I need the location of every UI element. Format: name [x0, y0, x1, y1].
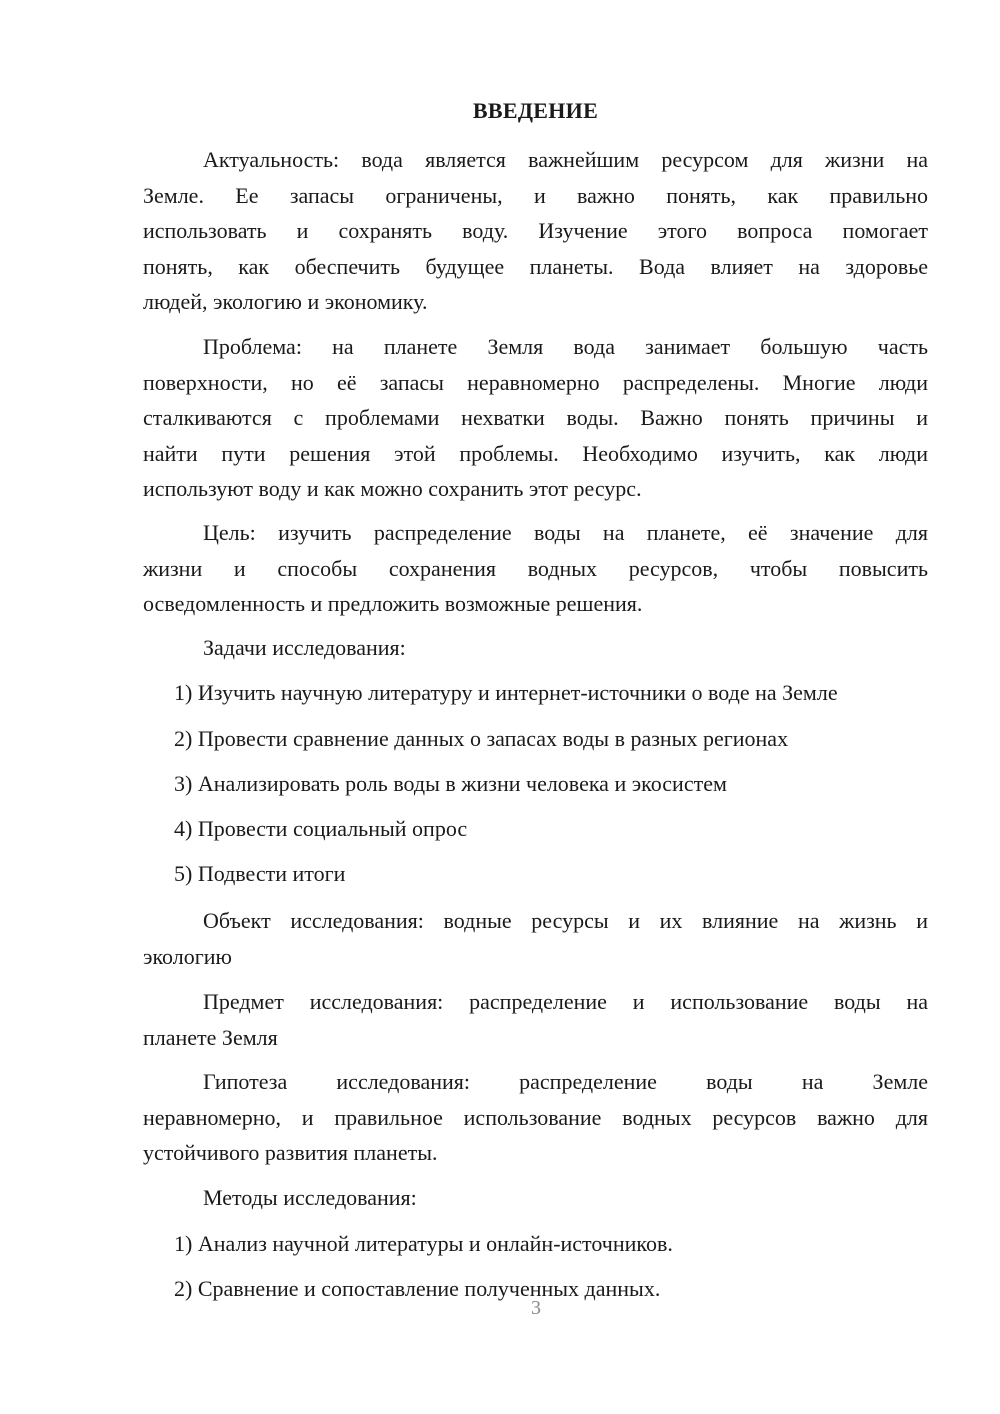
tasks-heading-paragraph	[143, 630, 928, 666]
text-line: Объект исследования: водные ресурсы и их влияние на жизнь и	[203, 908, 928, 933]
text-line: понять, как обеспечить будущее планеты. Вода влияет на здоровье	[143, 253, 928, 279]
tasks-heading: Задачи исследования:	[203, 635, 406, 660]
task-item: 2) Провести сравнение данных о запасах воды в разных регионах	[174, 726, 789, 751]
relevance-paragraph	[143, 142, 928, 320]
text-line: осведомленность и предложить возможные решения.	[143, 591, 643, 616]
text-line: жизни и способы сохранения водных ресурсов, чтобы повысить	[143, 555, 928, 581]
text-line: людей, экологию и экономику.	[143, 289, 428, 314]
text-line: устойчивого развития планеты.	[143, 1140, 438, 1165]
task-item: 3) Анализировать роль воды в жизни человека и экосистем	[174, 771, 727, 796]
task-item: 1) Изучить научную литературу и интернет-источники о воде на Земле	[174, 680, 838, 705]
subject-paragraph	[143, 984, 928, 1055]
text-line: Актуальность: вода является важнейшим ресурсом для жизни на	[203, 147, 928, 172]
methods-heading-paragraph	[143, 1180, 928, 1216]
text-line: поверхности, но её запасы неравномерно распределены. Многие люди	[143, 369, 928, 395]
text-line: экологию	[143, 943, 232, 969]
text-line: неравномерно, и правильное использование водных ресурсов важно для	[143, 1104, 928, 1130]
task-item: 5) Подвести итоги	[174, 861, 346, 886]
section-heading: ВВЕДЕНИЕ	[472, 98, 599, 123]
text-line: Цель: изучить распределение воды на планете, её значение для	[203, 520, 928, 545]
page-number: 3	[531, 1297, 541, 1319]
text-line: планете Земля	[143, 1024, 278, 1050]
goal-paragraph	[143, 515, 928, 622]
text-line: использовать и сохранять воду. Изучение этого вопроса помогает	[143, 218, 928, 243]
text-line: Предмет исследования: распределение и использование воды на	[203, 989, 928, 1014]
methods-heading: Методы исследования:	[203, 1185, 417, 1210]
task-item: 4) Провести социальный опрос	[174, 816, 468, 841]
text-line: используют воду и как можно сохранить этот ресурс.	[143, 476, 642, 501]
problem-paragraph	[143, 329, 928, 507]
text-line: найти пути решения этой проблемы. Необходимо изучить, как люди	[143, 440, 928, 466]
text-line: Гипотеза исследования: распределение воды на Земле	[203, 1069, 928, 1094]
hypothesis-paragraph	[143, 1064, 928, 1171]
text-line: сталкиваются с проблемами нехватки воды. Важно понять причины и	[143, 405, 928, 430]
method-item: 2) Сравнение и сопоставление полученных данных.	[174, 1276, 661, 1301]
text-line: Проблема: на планете Земля вода занимает большую часть	[203, 334, 928, 359]
text-line: Земле. Ее запасы ограничены, и важно понять, как правильно	[143, 182, 928, 208]
method-item: 1) Анализ научной литературы и онлайн-источников.	[174, 1231, 673, 1256]
object-paragraph	[143, 903, 928, 974]
